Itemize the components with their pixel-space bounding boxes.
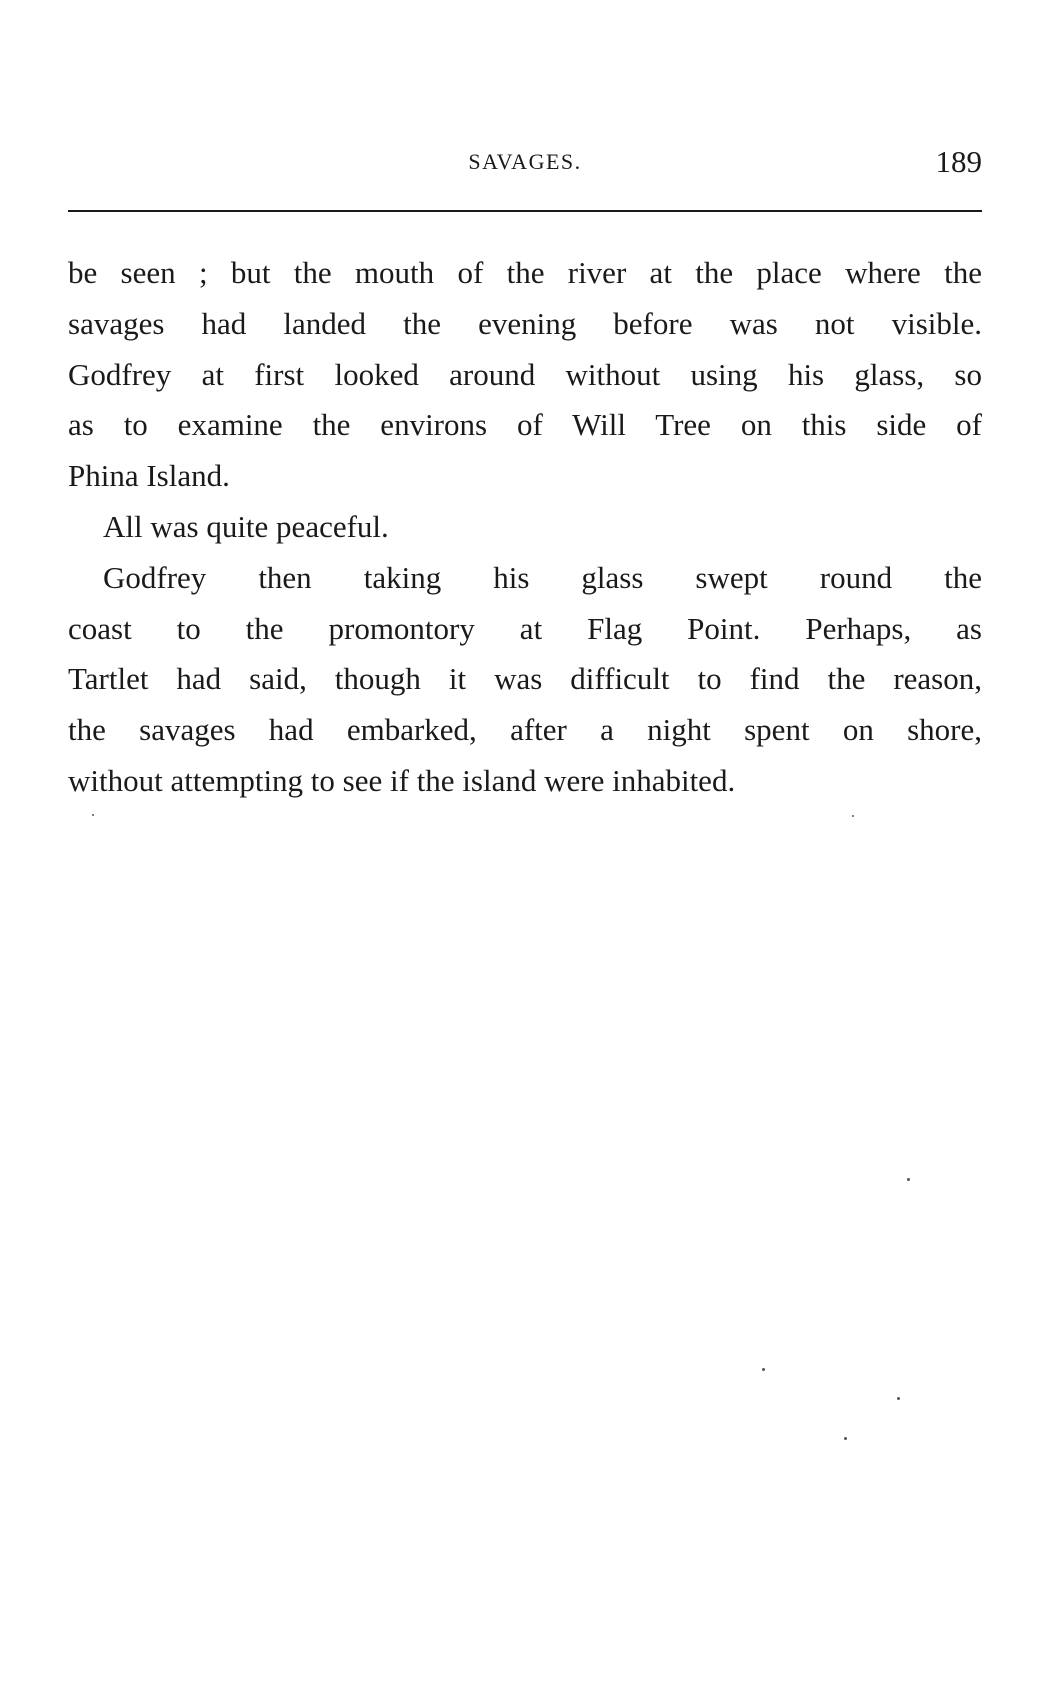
scan-speck — [92, 814, 94, 816]
text-line: without attempting to see if the island were inhabited. — [68, 762, 736, 798]
text-line: as to examine the environs of Will Tree on this side of — [68, 407, 982, 443]
text-line: coast to the promontory at Flag Point. Perhaps, as — [68, 610, 982, 646]
text-line: be seen ; but the mouth of the river at the place where the — [68, 255, 982, 290]
running-head — [68, 144, 982, 188]
text-line: Phina Island. — [68, 458, 230, 494]
body-text — [68, 248, 982, 807]
scan-speck — [844, 1437, 847, 1440]
text-line: Tartlet had said, though it was difficult to find the reason, — [68, 661, 982, 697]
text-line: Godfrey then taking his glass swept round the — [103, 559, 982, 595]
page-number: 189 — [935, 144, 982, 179]
header-rule — [68, 210, 982, 212]
scan-speck — [897, 1397, 900, 1400]
paragraph — [68, 248, 982, 502]
text-line: savages had landed the evening before was not visible. — [68, 305, 982, 341]
scan-speck — [852, 815, 854, 817]
scan-speck — [762, 1368, 765, 1371]
text-line: Godfrey at first looked around without using his glass, so — [68, 356, 982, 392]
paragraph — [68, 502, 982, 553]
text-line: All was quite peaceful. — [103, 508, 389, 544]
paragraph — [68, 553, 982, 807]
running-title: SAVAGES. — [468, 149, 582, 174]
scan-speck — [907, 1178, 910, 1181]
text-line: the savages had embarked, after a night spent on shore, — [68, 712, 982, 748]
